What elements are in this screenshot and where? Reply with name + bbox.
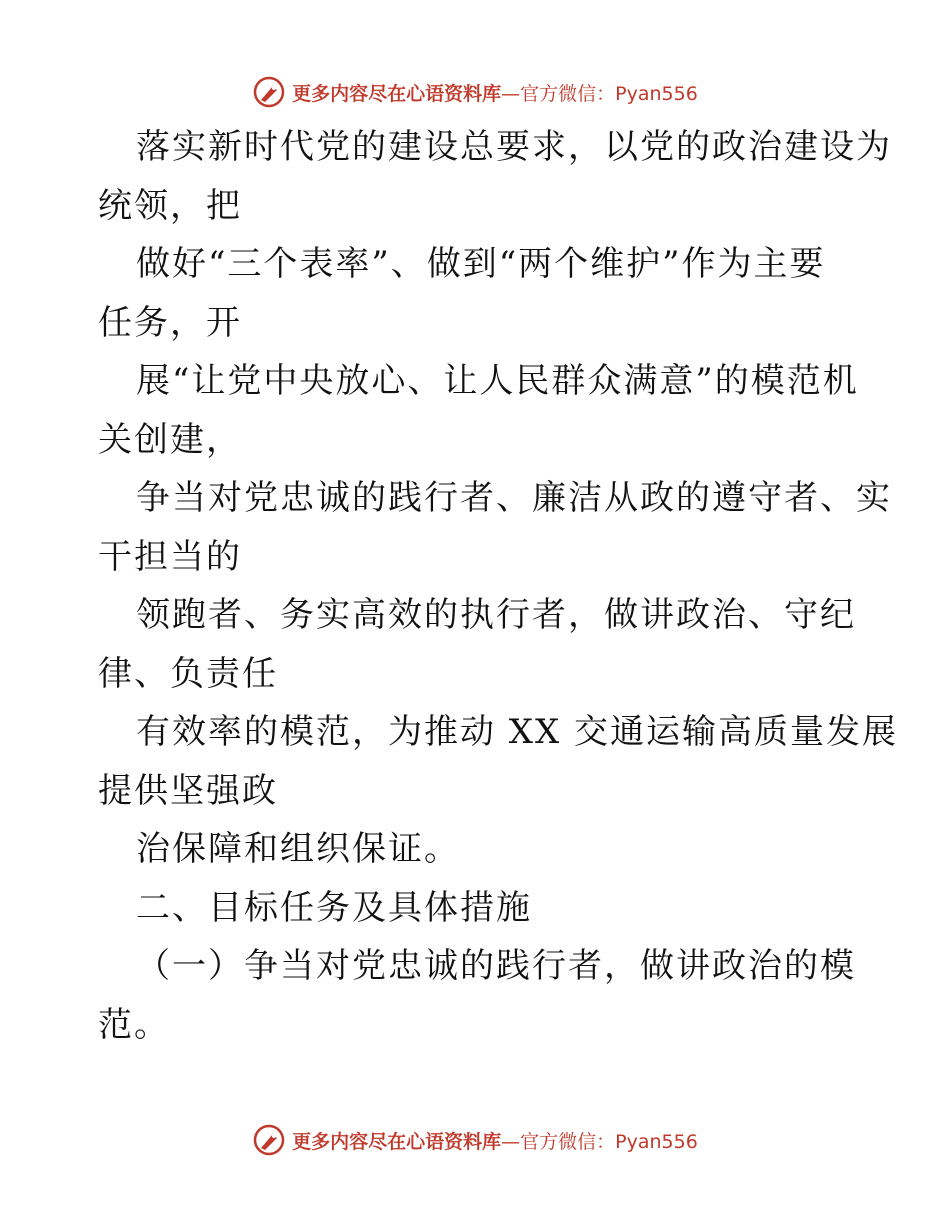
footer-watermark — [0, 1120, 950, 1160]
text-line: 争当对党忠诚的践行者、廉洁从政的遵守者、实 — [136, 478, 892, 518]
text-line: 统领，把 — [98, 185, 242, 226]
section-heading: 二、目标任务及具体措施 — [136, 887, 532, 928]
pen-nib-circle-icon — [252, 1123, 286, 1157]
text-line: 做好“三个表率”、做到“两个维护”作为主要 — [136, 244, 826, 284]
pen-nib-circle-icon — [252, 75, 286, 109]
text-line: 关创建， — [98, 419, 242, 460]
text-line: 领跑者、务实高效的执行者，做讲政治、守纪 — [136, 595, 856, 635]
watermark-text-bold: 更多内容尽在心语资料库 — [292, 82, 502, 105]
text-line: 有效率的模范，为推动 XX 交通运输高质量发展 — [136, 712, 899, 752]
text-line: 提供坚强政 — [98, 770, 278, 811]
text-line: 展“让党中央放心、让人民群众满意”的模范机 — [136, 361, 859, 401]
text-line: 律、负责任 — [98, 653, 278, 694]
subsection-heading: （一）争当对党忠诚的践行者，做讲政治的模 — [136, 946, 856, 986]
watermark-text-contact: —官方微信：Pyan556 — [501, 82, 698, 105]
text-line: 落实新时代党的建设总要求，以党的政治建设为 — [136, 127, 892, 167]
header-watermark — [0, 72, 950, 112]
text-line: 任务，开 — [98, 302, 242, 343]
watermark-text-contact: —官方微信：Pyan556 — [501, 1130, 698, 1153]
text-line: 范。 — [98, 1004, 170, 1045]
watermark-text-bold: 更多内容尽在心语资料库 — [292, 1130, 502, 1153]
text-line: 治保障和组织保证。 — [136, 829, 460, 869]
document-body — [98, 118, 899, 1054]
text-line: 干担当的 — [98, 536, 242, 577]
